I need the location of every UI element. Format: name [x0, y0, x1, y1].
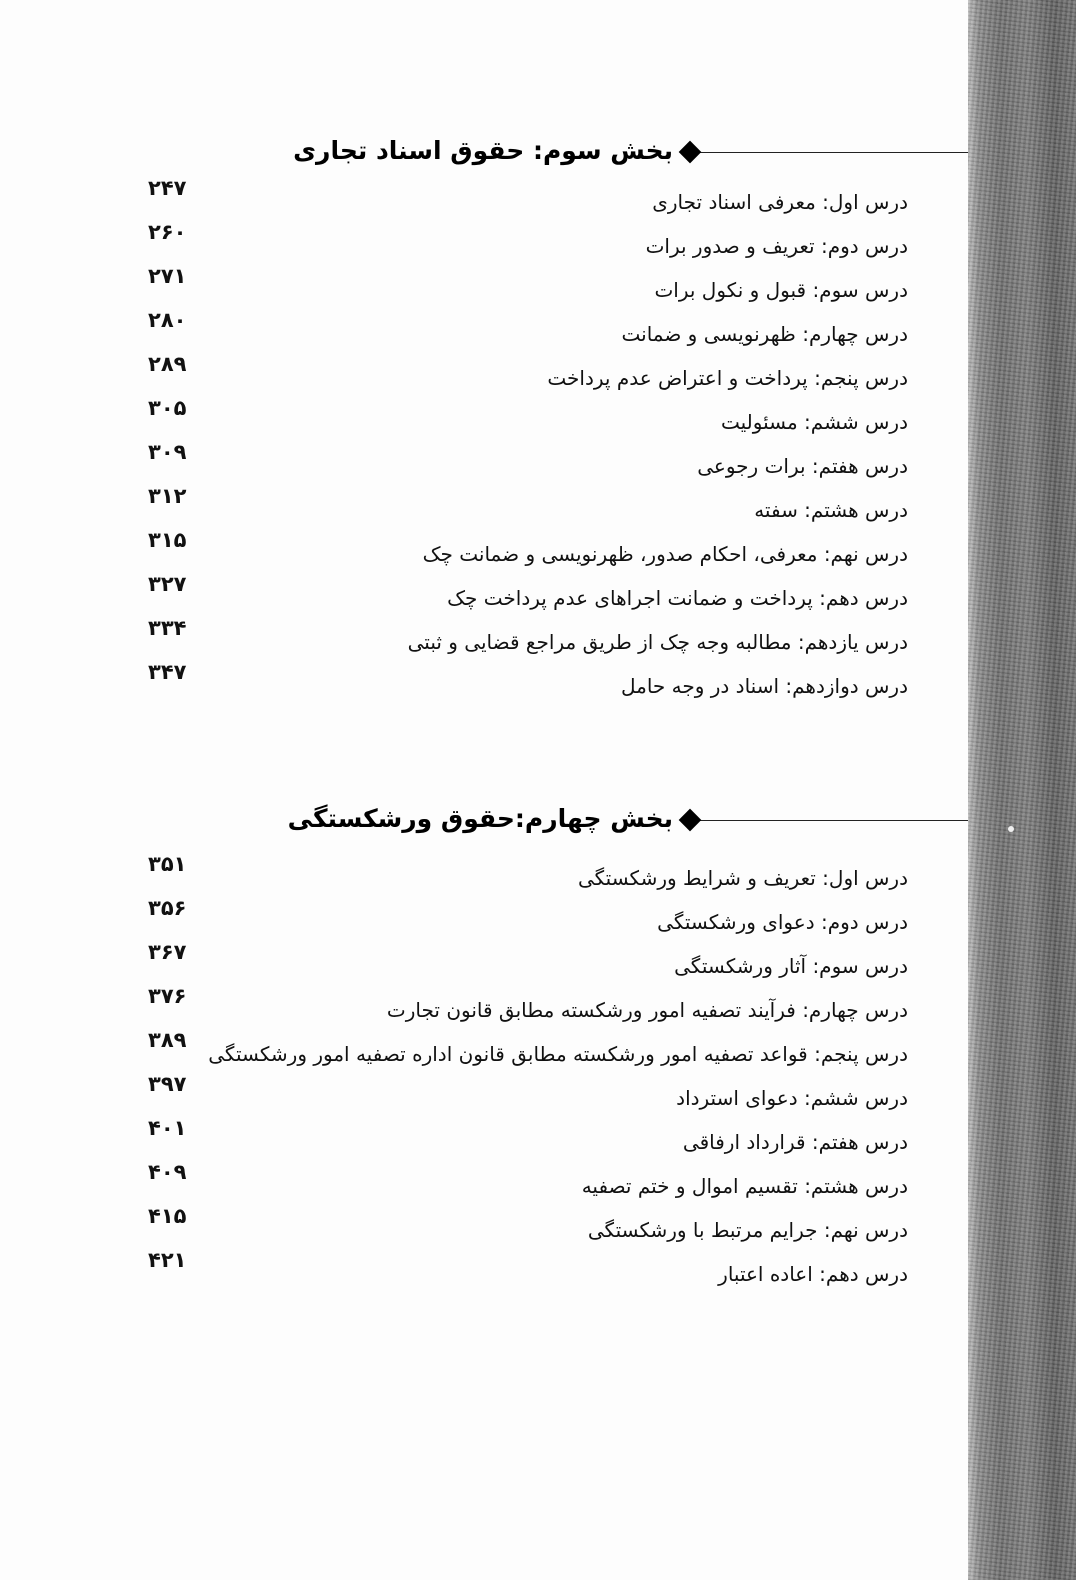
lesson-title: درس دهم: پرداخت و ضمانت اجراهای عدم پرداخت چک [447, 586, 908, 610]
toc-entry[interactable] [0, 528, 1076, 572]
toc-entry[interactable] [0, 1248, 1076, 1292]
lesson-title: درس چهارم: فرآیند تصفیه امور ورشکسته مطابق قانون تجارت [386, 998, 908, 1022]
toc-entry[interactable] [0, 896, 1076, 940]
lesson-title: درس ششم: مسئولیت [720, 410, 908, 434]
toc-entry[interactable] [0, 484, 1076, 528]
lesson-title: درس هفتم: برات رجوعی [697, 454, 908, 478]
page-number: ۲۴۷ [148, 176, 187, 200]
section-rule [698, 152, 968, 153]
page-number: ۲۸۹ [148, 352, 187, 376]
page-number: ۳۸۹ [148, 1028, 187, 1052]
toc-entry[interactable] [0, 984, 1076, 1028]
toc-entry[interactable] [0, 852, 1076, 896]
lesson-title: درس دهم: اعاده اعتبار [718, 1262, 908, 1286]
lesson-title: درس چهارم: ظهرنویسی و ضمانت [621, 322, 908, 346]
lesson-title: درس هفتم: قرارداد ارفاقی [682, 1130, 908, 1154]
page-number: ۳۰۵ [148, 396, 187, 420]
page-number: ۳۴۷ [148, 660, 187, 684]
page-number: ۳۰۹ [148, 440, 187, 464]
lesson-title: درس دوم: دعوای ورشکستگی [657, 910, 908, 934]
page-number: ۴۰۹ [148, 1160, 187, 1184]
section-header [287, 800, 968, 840]
page-number: ۲۶۰ [148, 220, 187, 244]
toc-entry[interactable] [0, 264, 1076, 308]
toc-entry[interactable] [0, 572, 1076, 616]
lesson-title: درس هشتم: تقسیم اموال و ختم تصفیه [581, 1174, 908, 1198]
page-number: ۳۱۵ [148, 528, 187, 552]
lesson-title: درس نهم: جرایم مرتبط با ورشکستگی [587, 1218, 908, 1242]
toc-entry[interactable] [0, 1204, 1076, 1248]
toc-entry[interactable] [0, 440, 1076, 484]
section-header [293, 132, 968, 172]
section-rule [698, 820, 968, 821]
page-number: ۳۷۶ [148, 984, 187, 1008]
lesson-title: درس دوازدهم: اسناد در وجه حامل [620, 674, 908, 698]
page-number: ۳۳۴ [148, 616, 187, 640]
toc-entry[interactable] [0, 352, 1076, 396]
diamond-bullet-icon [679, 809, 702, 832]
toc-entry[interactable] [0, 176, 1076, 220]
lesson-title: درس سوم: آثار ورشکستگی [674, 954, 908, 978]
page-number: ۴۲۱ [148, 1248, 187, 1272]
page-number: ۳۱۲ [148, 484, 187, 508]
lesson-title: درس دوم: تعریف و صدور برات [645, 234, 908, 258]
lesson-title: درس اول: تعریف و شرایط ورشکستگی [577, 866, 908, 890]
toc-entry[interactable] [0, 616, 1076, 660]
toc-entry[interactable] [0, 220, 1076, 264]
page-number: ۳۲۷ [148, 572, 187, 596]
page-number: ۲۸۰ [148, 308, 187, 332]
toc-entry[interactable] [0, 1116, 1076, 1160]
toc-entry[interactable] [0, 1160, 1076, 1204]
toc-entry[interactable] [0, 308, 1076, 352]
page-number: ۴۰۱ [148, 1116, 187, 1140]
lesson-title: درس پنجم: پرداخت و اعتراض عدم پرداخت [547, 366, 908, 390]
lesson-title: درس سوم: قبول و نکول برات [654, 278, 908, 302]
toc-entry[interactable] [0, 396, 1076, 440]
lesson-title: درس یازدهم: مطالبه وجه چک از طریق مراجع قضایی و ثبتی [407, 630, 908, 654]
toc-entry[interactable] [0, 1028, 1076, 1072]
page-number: ۳۹۷ [148, 1072, 187, 1096]
page-number: ۳۵۶ [148, 896, 187, 920]
toc-entry[interactable] [0, 1072, 1076, 1116]
diamond-bullet-icon [679, 141, 702, 164]
lesson-title: درس نهم: معرفی، احکام صدور، ظهرنویسی و ضمانت چک [422, 542, 908, 566]
toc-entry[interactable] [0, 940, 1076, 984]
lesson-title: درس اول: معرفی اسناد تجاری [652, 190, 908, 214]
page-number: ۴۱۵ [148, 1204, 187, 1228]
binding-spot [1008, 826, 1014, 832]
lesson-title: درس هشتم: سفته [754, 498, 908, 522]
toc-entry[interactable] [0, 660, 1076, 704]
lesson-title: درس ششم: دعوای استرداد [676, 1086, 908, 1110]
page-number: ۲۷۱ [148, 264, 187, 288]
section-title: بخش سوم: حقوق اسناد تجاری [293, 136, 673, 165]
section-title: بخش چهارم:حقوق ورشکستگی [287, 804, 673, 833]
lesson-title: درس پنجم: قواعد تصفیه امور ورشکسته مطابق قانون اداره تصفیه امور ورشکستگی [208, 1042, 908, 1066]
page-number: ۳۶۷ [148, 940, 187, 964]
page-number: ۳۵۱ [148, 852, 187, 876]
